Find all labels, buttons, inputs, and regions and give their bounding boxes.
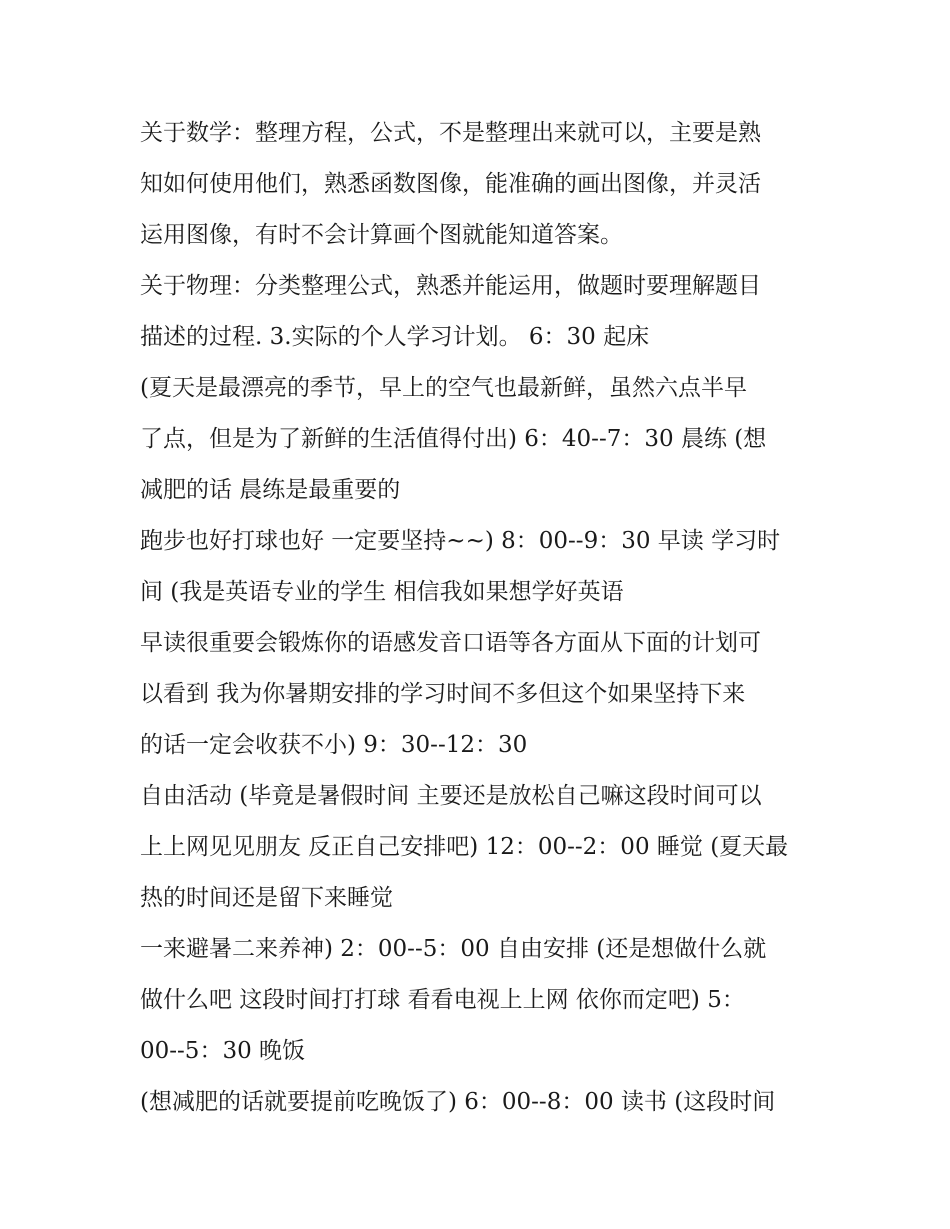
text-line: 运用图像，有时不会计算画个图就能知道答案。 <box>140 222 623 248</box>
text-line: 自由活动 (毕竟是暑假时间 主要还是放松自己嘛这段时间可以 <box>140 783 762 809</box>
text-line: 减肥的话 晨练是最重要的 <box>140 477 401 503</box>
text-line: 上上网见见朋友 反正自己安排吧) 12：00--2：00 睡觉 (夏天最 <box>140 834 789 860</box>
text-line: 以看到 我为你暑期安排的学习时间不多但这个如果坚持下来 <box>140 681 746 707</box>
text-line: 跑步也好打球也好 一定要坚持~~) 8：00--9：30 早读 学习时 <box>140 528 781 554</box>
text-line: 的话一定会收获不小) 9：30--12：30 <box>140 732 528 758</box>
text-line: 做什么吧 这段时间打打球 看看电视上上网 依你而定吧) 5： <box>140 987 745 1013</box>
text-line: 间 (我是英语专业的学生 相信我如果想学好英语 <box>140 579 624 605</box>
text-line: 一来避暑二来养神) 2：00--5：00 自由安排 (还是想做什么就 <box>140 936 767 962</box>
text-line: 关于物理：分类整理公式，熟悉并能运用，做题时要理解题目 <box>140 273 761 299</box>
text-line: 关于数学：整理方程，公式，不是整理出来就可以，主要是熟 <box>140 120 761 146</box>
text-line: (夏天是最漂亮的季节，早上的空气也最新鲜，虽然六点半早 <box>140 375 747 401</box>
text-line: 00--5：30 晚饭 <box>140 1038 306 1064</box>
text-line: 热的时间还是留下来睡觉 <box>140 885 393 911</box>
text-line: 了点，但是为了新鲜的生活值得付出) 6：40--7：30 晨练 (想 <box>140 426 767 452</box>
document-body <box>140 108 830 1128</box>
text-line: 知如何使用他们，熟悉函数图像，能准确的画出图像，并灵活 <box>140 171 761 197</box>
text-line: 早读很重要会锻炼你的语感发音口语等各方面从下面的计划可 <box>140 630 761 656</box>
text-line: 描述的过程. 3.实际的个人学习计划。 6：30 起床 <box>140 324 650 350</box>
text-line: (想减肥的话就要提前吃晚饭了) 6：00--8：00 读书 (这段时间 <box>140 1089 776 1115</box>
